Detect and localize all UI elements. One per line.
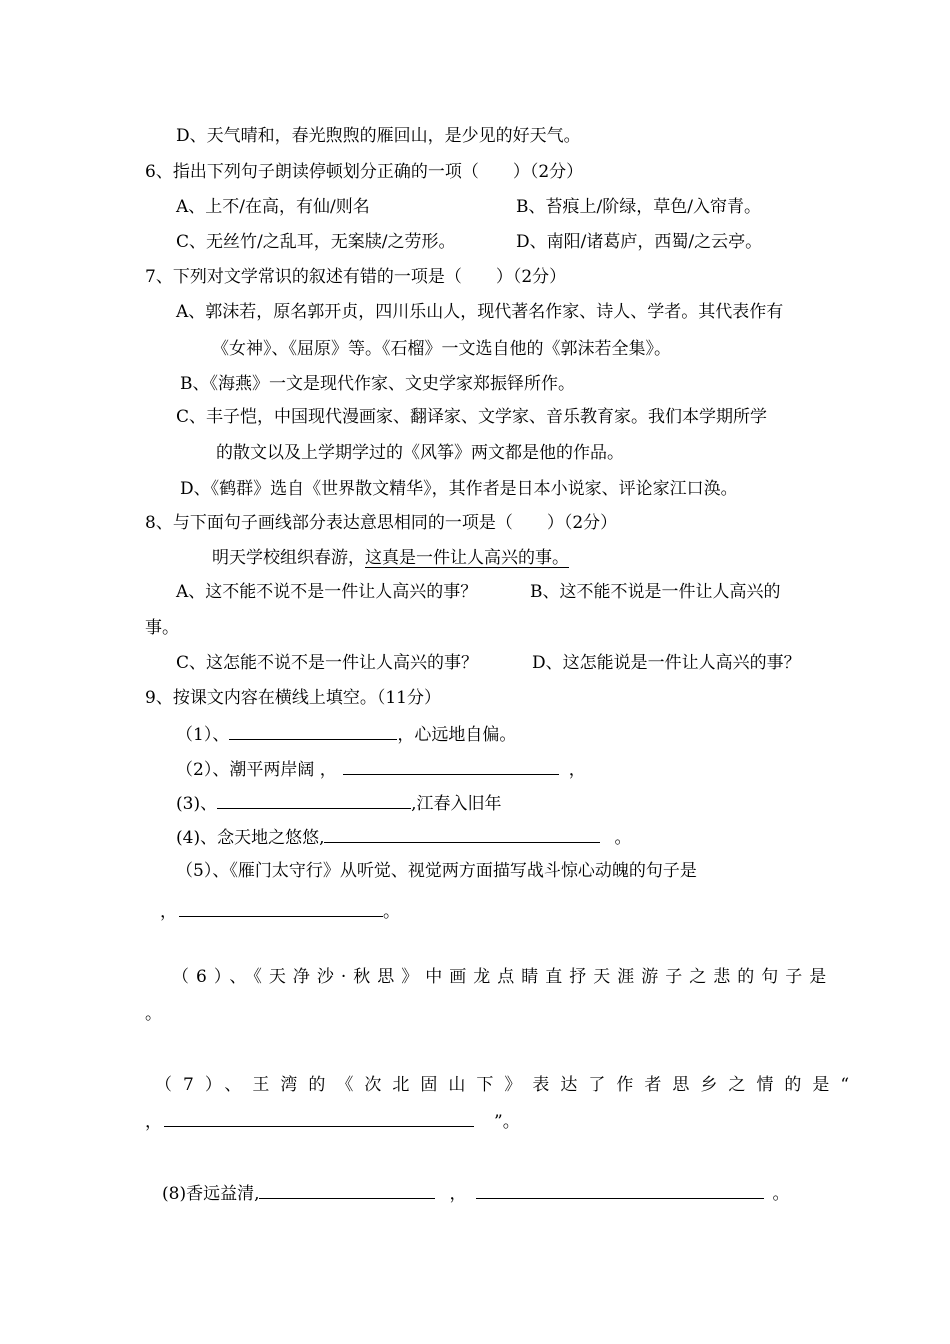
q9-item-4-blank[interactable] bbox=[324, 824, 600, 843]
q7-option-c-line2: 的散文以及上学期学过的《风筝》两文都是他的作品。 bbox=[216, 443, 624, 463]
q5-option-d: D、天气晴和，春光煦煦的雁回山，是少见的好天气。 bbox=[176, 126, 581, 146]
q9-item-3-text: ,江春入旧年 bbox=[411, 794, 502, 814]
q6-option-d: D、南阳/诸葛庐，西蜀/之云亭。 bbox=[516, 232, 763, 252]
q9-item-1-text: ，心远地自偏。 bbox=[397, 725, 517, 745]
q9-item-8-blank-1[interactable] bbox=[259, 1180, 435, 1199]
q8-option-d: D、这怎能说是一件让人高兴的事？ bbox=[532, 653, 801, 673]
q8-option-c: C、这怎能不说不是一件让人高兴的事？ bbox=[176, 653, 479, 673]
q9-item-5-blank[interactable] bbox=[179, 898, 383, 917]
q9-item-5-end: 。 bbox=[383, 902, 400, 922]
q9-item-5-comma: ， bbox=[160, 902, 177, 922]
q9-item-4-end: 。 bbox=[614, 828, 632, 848]
q9-item-3-blank[interactable] bbox=[217, 790, 411, 809]
q9-item-8 bbox=[162, 1180, 789, 1206]
q9-item-6-line: （6）、《天净沙·秋思》中画龙点睛直抒天涯游子之悲的句子是 bbox=[172, 967, 834, 987]
q9-item-3-label: (3)、 bbox=[176, 794, 218, 814]
q9-item-7-end: ”。 bbox=[494, 1112, 520, 1132]
q8-option-b: B、这不能不说是一件让人高兴的 bbox=[530, 582, 781, 602]
q9-item-5-line: （5）、《雁门太守行》从听觉、视觉两方面描写战斗惊心动魄的句子是 bbox=[176, 861, 697, 881]
q9-item-7-blank[interactable] bbox=[164, 1108, 474, 1127]
q7-option-d: D、《鹤群》选自《世界散文精华》，其作者是日本小说家、评论家江口涣。 bbox=[180, 479, 738, 499]
q9-stem: 9、按课文内容在横线上填空。（11分） bbox=[145, 688, 441, 708]
q9-item-6-end: 。 bbox=[145, 1004, 162, 1024]
q8-sentence bbox=[212, 546, 569, 570]
q6-option-c: C、无丝竹/之乱耳，无案牍/之劳形。 bbox=[176, 232, 456, 252]
q9-item-1 bbox=[176, 721, 516, 747]
q9-item-3 bbox=[176, 790, 502, 816]
q9-item-7-answer bbox=[145, 1108, 520, 1134]
q9-item-8-text: (8)香远益清, bbox=[162, 1184, 260, 1204]
q9-item-2-blank[interactable] bbox=[343, 756, 559, 775]
q7-stem: 7、下列对文学常识的叙述有错的一项是（ ）（2分） bbox=[145, 267, 567, 287]
q8-option-a: A、这不能不说不是一件让人高兴的事？ bbox=[176, 582, 478, 602]
q9-item-1-label: （1）、 bbox=[176, 725, 230, 745]
q9-item-7-comma: ， bbox=[145, 1112, 162, 1132]
q9-item-4 bbox=[176, 824, 631, 850]
q7-option-a-line1: A、郭沫若，原名郭开贞，四川乐山人，现代著名作家、诗人、学者。其代表作有 bbox=[176, 302, 784, 322]
q9-item-2 bbox=[176, 756, 586, 782]
q7-option-b: B、《海燕》一文是现代作家、文史学家郑振铎所作。 bbox=[180, 374, 575, 394]
q9-item-1-blank[interactable] bbox=[229, 721, 397, 740]
q7-option-a-line2: 《女神》、《屈原》等。《石榴》一文选自他的《郭沫若全集》。 bbox=[212, 339, 671, 359]
q7-option-c-line1: C、丰子恺，中国现代漫画家、翻译家、文学家、音乐教育家。我们本学期所学 bbox=[176, 407, 768, 427]
q9-item-4-text: (4)、念天地之悠悠, bbox=[176, 828, 325, 848]
q8-sentence-underlined: 这真是一件让人高兴的事。 bbox=[365, 548, 569, 568]
q6-option-b: B、苔痕上/阶绿，草色/入帘青。 bbox=[516, 197, 761, 217]
q9-item-8-comma: ， bbox=[449, 1184, 467, 1204]
q9-item-8-blank-2[interactable] bbox=[476, 1180, 764, 1199]
q6-option-a: A、上不/在高，有仙/则名 bbox=[176, 197, 370, 217]
q8-stem: 8、与下面句子画线部分表达意思相同的一项是（ ）（2分） bbox=[145, 513, 618, 533]
q8-sentence-plain: 明天学校组织春游， bbox=[212, 548, 365, 568]
q9-item-2-text: （2）、潮平两岸阔 ， bbox=[176, 760, 337, 780]
q9-item-7-line: （7）、王湾的《次北固山下》表达了作者思乡之情的是“ bbox=[155, 1075, 861, 1095]
q8-option-b-continuation: 事。 bbox=[145, 618, 179, 638]
q9-item-2-end: ， bbox=[568, 760, 586, 780]
q9-item-8-end: 。 bbox=[772, 1184, 790, 1204]
q6-stem: 6、指出下列句子朗读停顿划分正确的一项（ ）（2分） bbox=[145, 162, 584, 182]
q9-item-5-answer bbox=[160, 898, 400, 924]
